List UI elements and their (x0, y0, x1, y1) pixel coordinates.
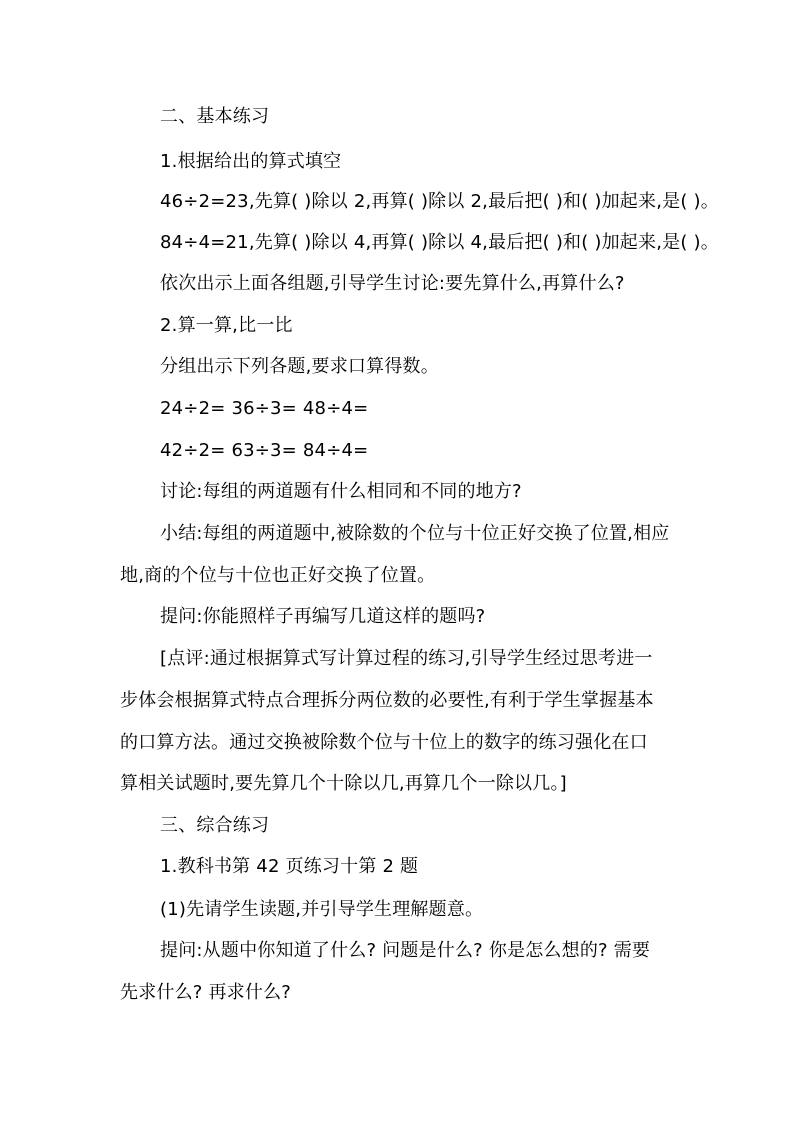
comment-paragraph-line-3: 的口算方法。通过交换被除数个位与十位上的数字的练习强化在口 (120, 732, 648, 753)
comment-paragraph-line-2: 步体会根据算式特点合理拆分两位数的必要性,有利于学生掌握基本 (120, 690, 654, 711)
exercise-2-title: 2.算一算,比一比 (160, 315, 293, 336)
comment-paragraph-line-1: [点评:通过根据算式写计算过程的练习,引导学生经过思考进一 (160, 648, 653, 669)
section-heading-basic-practice: 二、基本练习 (160, 106, 270, 127)
discussion-paragraph: 讨论:每组的两道题有什么相同和不同的地方? (160, 481, 522, 502)
question-paragraph-2-line-2: 先求什么? 再求什么? (120, 982, 292, 1003)
comment-paragraph-line-4: 算相关试题时,要先算几个十除以几,再算几个一除以几。] (120, 773, 567, 794)
step-1-paragraph: (1)先请学生读题,并引导学生理解题意。 (160, 899, 484, 920)
equation-row-1: 24÷2= 36÷3= 48÷4= (160, 398, 369, 419)
summary-paragraph-line-2: 地,商的个位与十位也正好交换了位置。 (120, 565, 436, 586)
exercise-1-title: 1.根据给出的算式填空 (160, 151, 342, 172)
equation-row-2: 42÷2= 63÷3= 84÷4= (160, 440, 369, 461)
question-paragraph: 提问:你能照样子再编写几道这样的题吗? (160, 606, 486, 627)
section-heading-comprehensive-practice: 三、综合练习 (160, 815, 270, 836)
textbook-exercise-title: 1.教科书第 42 页练习十第 2 题 (160, 856, 419, 877)
fill-in-line-2: 84÷4=21,先算( )除以 4,再算( )除以 4,最后把( )和( )加起来,是( )。 (160, 232, 719, 253)
instruction-paragraph: 依次出示上面各组题,引导学生讨论:要先算什么,再算什么? (160, 273, 625, 294)
summary-paragraph-line-1: 小结:每组的两道题中,被除数的个位与十位正好交换了位置,相应 (160, 523, 670, 544)
fill-in-line-1: 46÷2=23,先算( )除以 2,再算( )除以 2,最后把( )和( )加起来,是( )。 (160, 191, 719, 212)
question-paragraph-2-line-1: 提问:从题中你知道了什么? 问题是什么? 你是怎么想的? 需要 (160, 940, 651, 961)
exercise-2-instruction: 分组出示下列各题,要求口算得数。 (160, 356, 439, 377)
